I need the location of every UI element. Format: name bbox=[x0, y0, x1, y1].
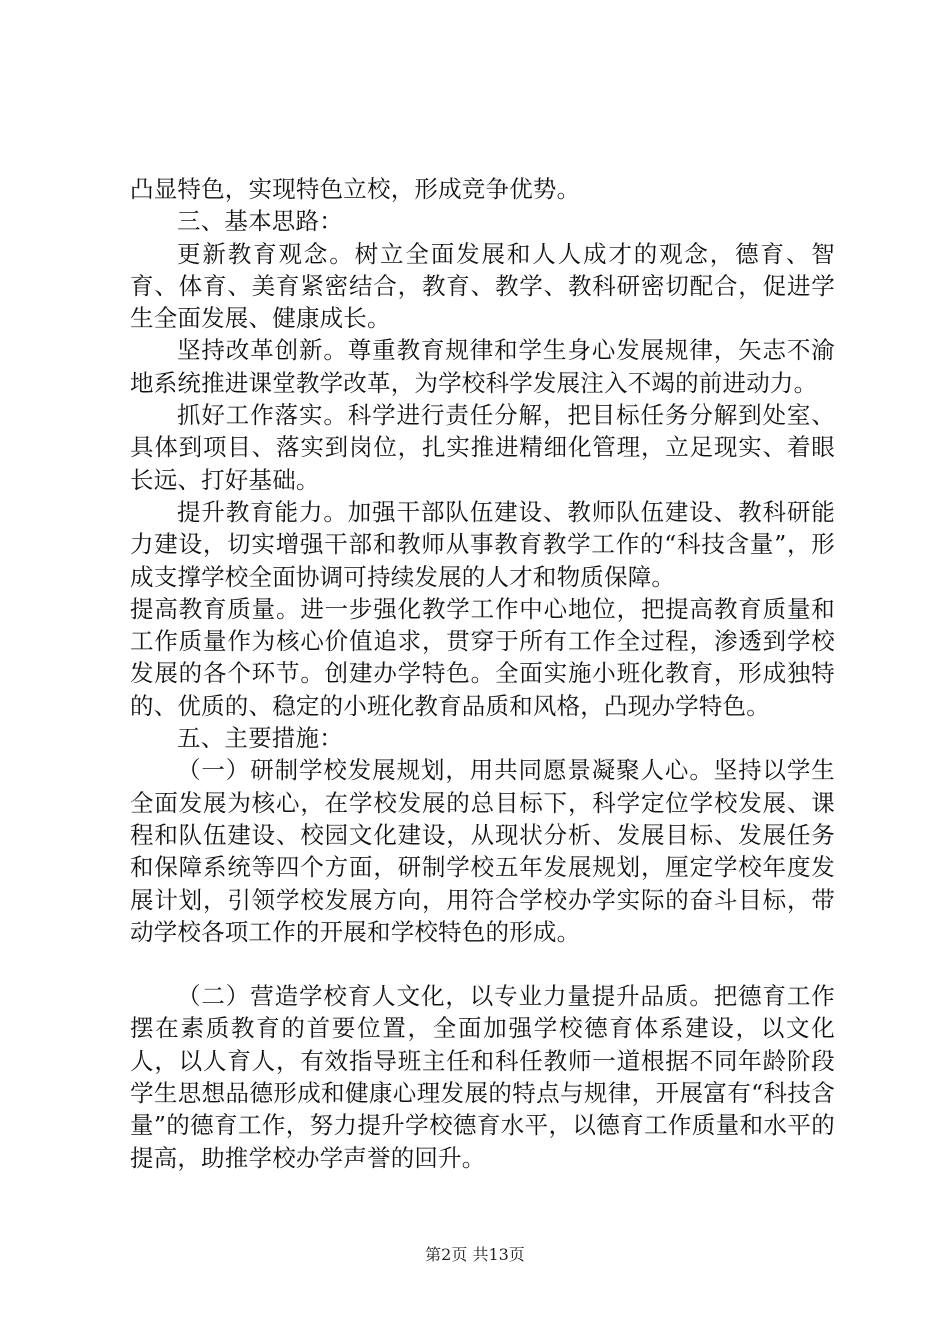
paragraph-measure-one: （一）研制学校发展规划，用共同愿景凝聚人心。坚持以学生全面发展为核心，在学校发展的总目标下，科学定位学校发展、课程和队伍建设、校园文化建设，从现状分析、发展目标、发展任务和保障系统等四个方面，研制学校五年发展规划，厘定学校年度发展计划，引领学校发展方向，用符合学校办学实际的奋斗目标，带动学校各项工作的开展和学校特色的形成。 bbox=[130, 756, 835, 946]
paragraph-measure-two: （二）营造学校育人文化，以专业力量提升品质。把德育工作摆在素质教育的首要位置，全面加强学校德育体系建设，以文化人，以人育人，有效指导班主任和科任教师一道根据不同年龄阶段学生思想品德形成和健康心理发展的特点与规律，开展富有“科技含量”的德育工作，努力提升学校德育水平，以德育工作质量和水平的提高，助推学校办学声誉的回升。 bbox=[130, 982, 835, 1172]
paragraph-implementation: 抓好工作落实。科学进行责任分解，把目标任务分解到处室、具体到项目、落实到岗位，扎实推进精细化管理，立足现实、着眼长远、打好基础。 bbox=[130, 401, 835, 494]
page-number-footer: 第2页 共13页 bbox=[425, 1245, 525, 1264]
paragraph-education-capacity: 提升教育能力。加强干部队伍建设、教师队伍建设、教科研能力建设，切实增强干部和教师从事教育教学工作的“科技含量”，形成支撑学校全面协调可持续发展的人才和物质保障。 bbox=[130, 497, 835, 591]
paragraph-continuation: 凸显特色，实现特色立校，形成竞争优势。 bbox=[130, 175, 581, 203]
document-body bbox=[130, 173, 835, 1174]
section-heading-basic-ideas: 三、基本思路： bbox=[177, 207, 343, 236]
paragraph-update-concepts: 更新教育观念。树立全面发展和人人成才的观念，德育、智育、体育、美育紧密结合，教育、教学、教科研密切配合，促进学生全面发展、健康成长。 bbox=[130, 239, 835, 333]
section-heading-main-measures: 五、主要措施： bbox=[177, 724, 343, 753]
paragraph-education-quality: 提高教育质量。进一步强化教学工作中心地位，把提高教育质量和工作质量作为核心价值追求，贯穿于所有工作全过程，渗透到学校发展的各个环节。创建办学特色。全面实施小班化教育，形成独特的、优质的、稳定的小班化教育品质和风格，凸现办学特色。 bbox=[130, 594, 835, 720]
paragraph-reform-innovation: 坚持改革创新。尊重教育规律和学生身心发展规律，矢志不渝地系统推进课堂教学改革，为学校科学发展注入不竭的前进动力。 bbox=[130, 336, 835, 397]
